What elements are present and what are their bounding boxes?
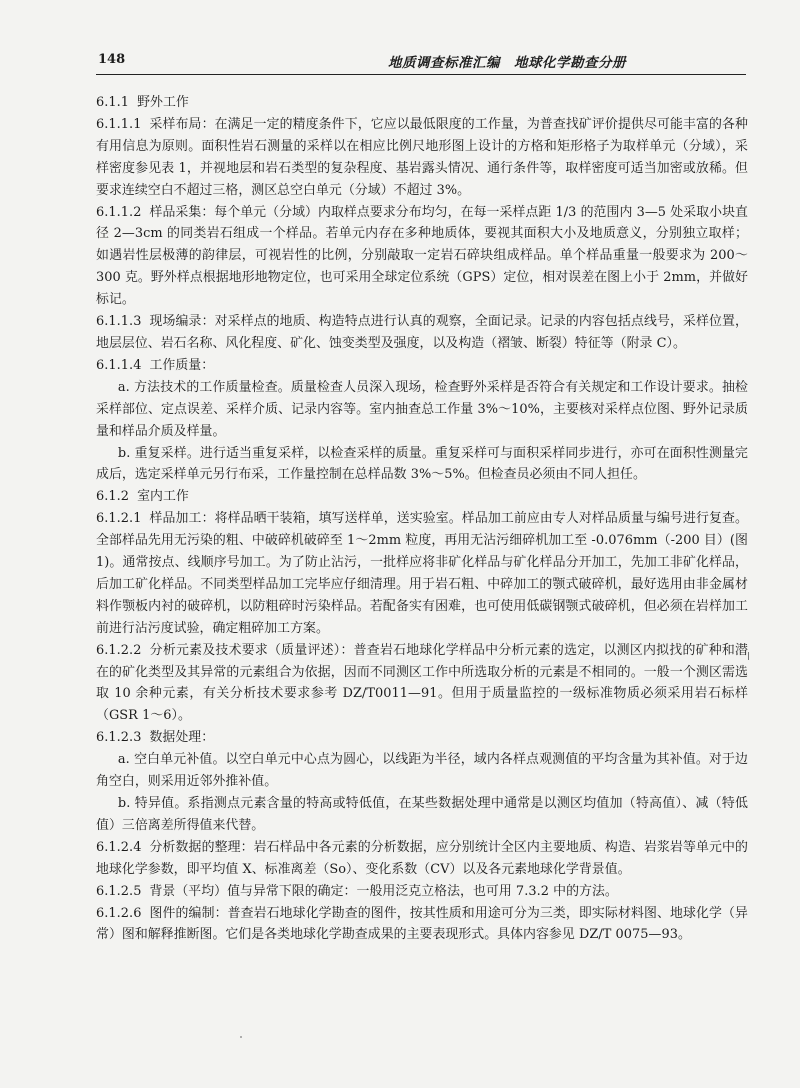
clause-number: 6.1.2.1 bbox=[96, 511, 142, 527]
clause-number: 6.1.2.5 bbox=[96, 883, 142, 899]
clause-6-1-1-1 bbox=[96, 114, 748, 202]
clause-6-1-2-3 bbox=[96, 727, 748, 749]
section-heading-6-1-1 bbox=[96, 92, 748, 114]
page-number: 148 bbox=[98, 52, 126, 67]
clause-number: 6.1.1.3 bbox=[96, 314, 142, 330]
clause-6-1-2-1 bbox=[96, 508, 748, 639]
section-number: 6.1.1 bbox=[96, 95, 130, 110]
page-header bbox=[96, 50, 746, 75]
clause-number: 6.1.2.6 bbox=[96, 905, 142, 921]
clause-text: 样品采集：每个单元（分域）内取样点要求分布均匀，在每一采样点距 1/3 的范围内 3—5 处采取小块直径 2—3cm 的同类岩石组成一个样品。若单元内存在多种地质体，要视其面积大小及地质意义，分别独立取样；如遇岩性层极薄的韵律层，可视岩性的比例，分别敲取一定岩石碎块组成样品。单个样品重量一般要求为 200～300 克。野外样点根据地形地物定位，也可采用全球定位系统（GPS）定位，相对误差在图上小于 2mm，并做好标记。 bbox=[96, 204, 748, 308]
section-number: 6.1.2 bbox=[96, 489, 130, 505]
clause-6-1-2-6 bbox=[96, 903, 748, 947]
clause-number: 6.1.1.2 bbox=[96, 204, 142, 220]
scan-dot bbox=[240, 1036, 242, 1038]
clause-6-1-2-4 bbox=[96, 837, 748, 881]
clause-number: 6.1.1.4 bbox=[96, 357, 142, 373]
clause-text: 分析元素及技术要求（质量评述）：普查岩石地球化学样品中分析元素的选定，以测区内拟找的矿种和潜在的矿化类型及其异常的元素组合为依据，因而不同测区工作中所选取分析的元素是不相同的。一般一个测区需选取 10 余种元素，有关分析技术要求参考 DZ/T0011—91。但用于质量监控的一级标准物质必须采用岩石标样（GSR 1～6）。 bbox=[96, 642, 748, 724]
clause-6-1-2-2 bbox=[96, 640, 748, 728]
clause-text: 采样布局：在满足一定的精度条件下，它应以最低限度的工作量，为普查找矿评价提供尽可能丰富的各种有用信息为原则。面积性岩石测量的采样以在相应比例尺地形图上设计的方格和矩形格子为取样单元（分域），采样密度参见表 1，并视地层和岩石类型的复杂程度、基岩露头情况、通行条件等，取样密度可适当加密或放稀。但要求连续空白不超过三格，测区总空白单元（分域）不超过 3%。 bbox=[96, 116, 748, 198]
scan-mark bbox=[748, 652, 749, 660]
section-title: 野外工作 bbox=[137, 95, 189, 110]
clause-number: 6.1.2.3 bbox=[96, 730, 142, 746]
clause-6-1-1-4 bbox=[96, 355, 748, 377]
clause-text: 工作质量： bbox=[149, 357, 215, 373]
clause-text: 分析数据的整理：岩石样品中各元素的分析数据，应分别统计全区内主要地质、构造、岩浆岩等单元中的地球化学参数，即平均值 X、标准离差（So）、变化系数（CV）以及各元素地球化学背景值。 bbox=[96, 839, 748, 877]
clause-number: 6.1.2.4 bbox=[96, 839, 142, 855]
clause-text: 样品加工：将样品晒干装箱，填写送样单，送实验室。样品加工前应由专人对样品质量与编号进行复查。全部样品先用无污染的粗、中破碎机破碎至 1～2mm 粒度，再用无沾污细碎机加工至 -0.076mm（-200 目）(图 1)。通常按点、线顺序号加工。为了防止沾污，一批样应将非矿化样品与矿化样品分开加工，先加工非矿化样品，后加工矿化样品。不同类型样品加工完毕应仔细清理。用于岩石粗、中碎加工的颚式破碎机，最好选用由非金属材料作颚板内衬的破碎机，以防粗碎时污染样品。若配备实有困难，也可使用低碳钢颚式破碎机，但必须在岩样加工前进行沾污度试验，确定粗碎加工方案。 bbox=[96, 511, 748, 636]
clause-number: 6.1.1.1 bbox=[96, 116, 142, 132]
clause-6-1-1-3 bbox=[96, 311, 748, 355]
document-body bbox=[96, 92, 748, 946]
clause-6-1-1-2 bbox=[96, 202, 748, 312]
running-title: 地质调查标准汇编 地球化学勘查分册 bbox=[388, 55, 626, 71]
clause-text: 背景（平均）值与异常下限的确定：一般用泛克立格法，也可用 7.3.2 中的方法。 bbox=[149, 883, 618, 899]
list-item-b: b. 特异值。系指测点元素含量的特高或特低值，在某些数据处理中通常是以测区均值加（特高值）、减（特低值）三倍离差所得值来代替。 bbox=[96, 796, 748, 833]
clause-text: 图件的编制：普查岩石地球化学勘查的图件，按其性质和用途可分为三类，即实际材料图、地球化学（异常）图和解释推断图。它们是各类地球化学勘查成果的主要表现形式。具体内容参见 DZ/T 0075—93。 bbox=[96, 905, 748, 943]
clause-6-1-2-5 bbox=[96, 881, 748, 903]
clause-text: 数据处理： bbox=[149, 730, 215, 746]
section-heading-6-1-2 bbox=[96, 486, 748, 508]
clause-text: 现场编录：对采样点的地质、构造特点进行认真的观察，全面记录。记录的内容包括点线号，采样位置，地层层位、岩石名称、风化程度、矿化、蚀变类型及强度，以及构造（褶皱、断裂）特征等（附录 C）。 bbox=[96, 314, 748, 351]
list-item-a: a. 方法技术的工作质量检查。质量检查人员深入现场，检查野外采样是否符合有关规定和工作设计要求。抽检采样部位、定点误差、采样介质、记录内容等。室内抽查总工作量 3%～10%，主要核对采样点位图、野外记录质量和样品介质及样量。 bbox=[96, 379, 748, 439]
list-item-a: a. 空白单元补值。以空白单元中心点为圆心，以线距为半径，域内各样点观测值的平均含量为其补值。对于边角空白，则采用近邻外推补值。 bbox=[96, 752, 748, 790]
clause-number: 6.1.2.2 bbox=[96, 642, 142, 658]
list-item-b: b. 重复采样。进行适当重复采样，以检查采样的质量。重复采样可与面积采样同步进行，亦可在面积性测量完成后，选定采样单元另行布采，工作量控制在总样品数 3%～5%。但检查员必须由不同人担任。 bbox=[96, 445, 748, 483]
section-title: 室内工作 bbox=[137, 489, 189, 505]
